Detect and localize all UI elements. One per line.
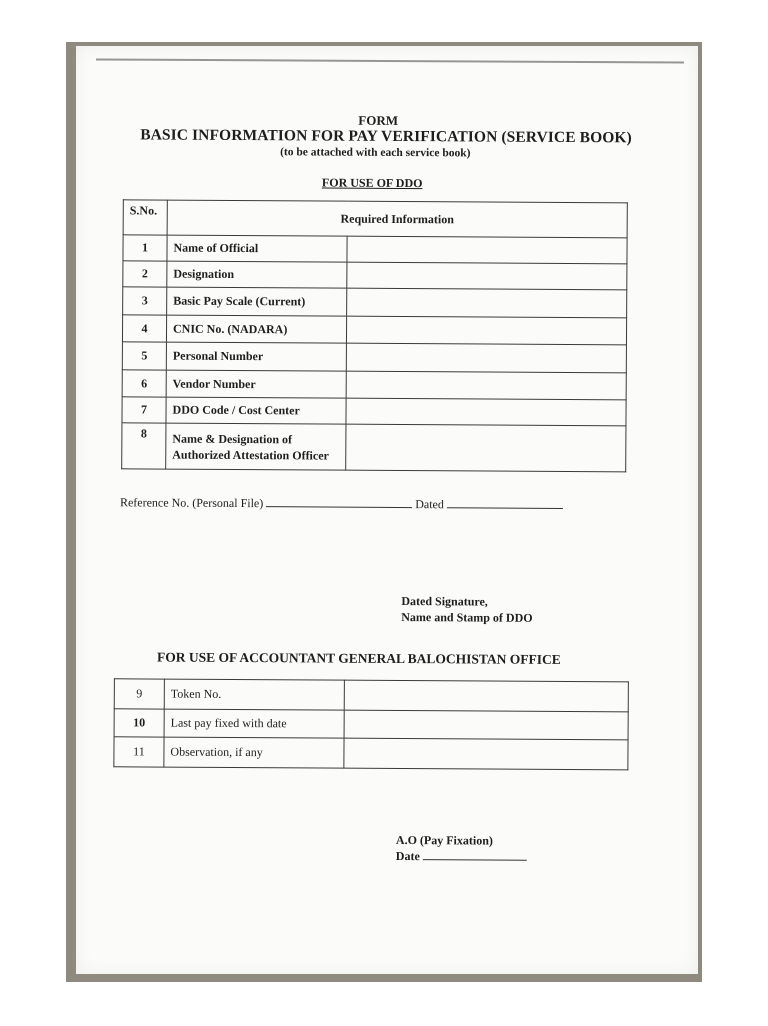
table-row [122, 423, 626, 472]
dated-label: Dated [415, 497, 444, 512]
reference-label: Reference No. (Personal File) [119, 495, 264, 511]
table-row [114, 679, 628, 712]
name-of-official-field[interactable] [347, 236, 627, 264]
reference-line [120, 495, 563, 513]
row-number: 3 [123, 287, 167, 315]
table-row [123, 261, 627, 290]
row-number: 1 [123, 235, 167, 261]
row-number: 4 [122, 315, 166, 342]
signature-line-2: Name and Stamp of DDO [401, 610, 533, 625]
ao-label: A.O (Pay Fixation) [395, 832, 493, 848]
personal-number-field[interactable] [346, 343, 626, 373]
table-header-row [123, 200, 627, 238]
ddo-signature-block [401, 593, 533, 626]
table-row [122, 342, 626, 373]
observation-field[interactable] [344, 738, 628, 770]
table-row [122, 397, 626, 426]
reference-number-field[interactable] [266, 506, 412, 508]
row-label: Last pay fixed with date [164, 709, 344, 738]
cnic-field[interactable] [346, 316, 626, 345]
row-number: 8 [122, 423, 166, 469]
row-label: Vendor Number [166, 370, 346, 398]
ao-signature-block [396, 832, 527, 865]
form-subtitle: (to be attached with each service book) [280, 146, 471, 160]
ag-info-table [113, 678, 629, 770]
signature-line-1: Dated Signature, [401, 594, 488, 609]
table-row [123, 235, 627, 264]
ddo-info-table [121, 199, 628, 472]
table-row [114, 737, 628, 770]
row-label: DDO Code / Cost Center [166, 397, 346, 424]
attestation-officer-field[interactable] [346, 424, 626, 472]
row-number: 6 [122, 370, 166, 397]
row-number: 7 [122, 397, 166, 423]
table-row [114, 709, 628, 740]
last-pay-fixed-field[interactable] [344, 710, 628, 740]
row-number: 9 [114, 679, 164, 709]
row-label: CNIC No. (NADARA) [166, 315, 346, 343]
designation-field[interactable] [347, 262, 627, 290]
row-label: Basic Pay Scale (Current) [167, 287, 347, 316]
sno-header: S.No. [123, 200, 167, 235]
row-label: Token No. [164, 679, 344, 710]
required-info-header: Required Information [167, 200, 627, 238]
token-number-field[interactable] [344, 680, 628, 712]
row-label: Name & Designation of Authorized Attestation Officer [166, 423, 346, 470]
ao-date-line [396, 848, 527, 865]
ag-section-heading: FOR USE OF ACCOUNTANT GENERAL BALOCHISTAN OFFICE [156, 649, 561, 667]
ao-date-label: Date [395, 848, 420, 864]
row-number: 11 [114, 737, 164, 767]
row-number: 5 [122, 342, 166, 370]
reference-date-field[interactable] [447, 507, 563, 509]
table-row [123, 287, 627, 318]
ddo-code-field[interactable] [346, 398, 626, 426]
row-number: 10 [114, 709, 164, 737]
ao-date-field[interactable] [423, 859, 527, 861]
form-title: BASIC INFORMATION FOR PAY VERIFICATION (SERVICE BOOK) [140, 126, 632, 147]
row-label: Name of Official [167, 235, 347, 262]
vendor-number-field[interactable] [346, 371, 626, 400]
form-label: FORM [358, 112, 399, 128]
ddo-section-heading: FOR USE OF DDO [321, 175, 423, 191]
row-label: Designation [167, 261, 347, 288]
row-label: Observation, if any [164, 737, 344, 768]
table-row [122, 315, 626, 345]
row-number: 2 [123, 261, 167, 287]
table-row [122, 370, 626, 400]
row-label: Personal Number [166, 342, 346, 371]
basic-pay-scale-field[interactable] [347, 288, 627, 318]
